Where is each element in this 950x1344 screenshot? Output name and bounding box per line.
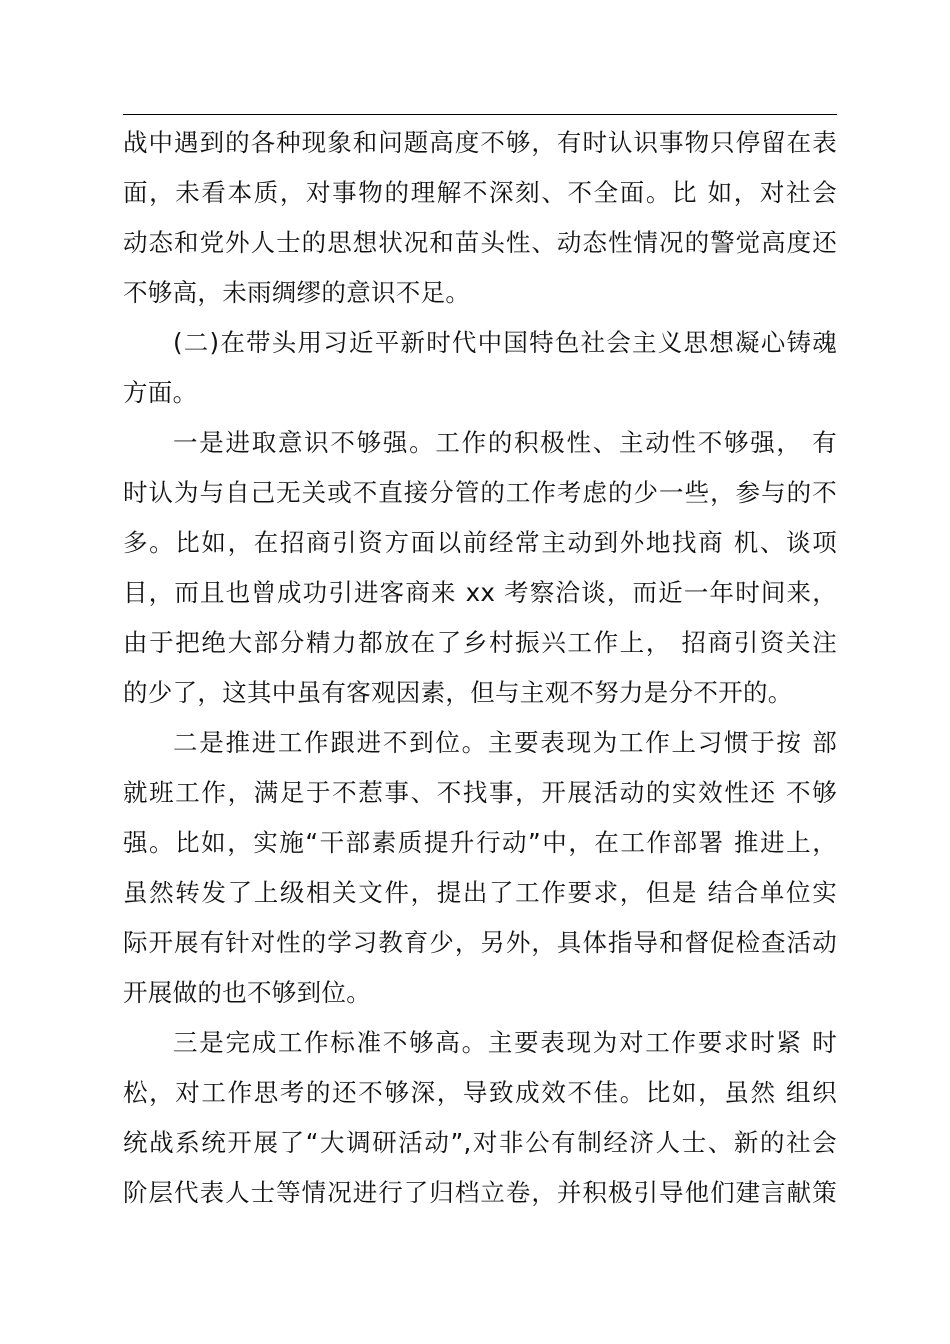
document-body <box>123 118 837 1218</box>
header-rule <box>123 114 837 115</box>
text-line: 动态和党外人士的思想状况和苗头性、动态性情况的警觉高度还 <box>123 228 837 257</box>
text-line: 就班工作，满足于不惹事、不找事，开展活动的实效性还 不够 <box>123 778 837 807</box>
text-line: 开展做的也不够到位。 <box>123 978 371 1007</box>
text-line: 目，而且也曾成功引进客商来 xx 考察洽谈，而近一年时间来， <box>123 578 837 607</box>
text-line: 统战系统开展了“大调研活动”,对非公有制经济人士、新的社会 <box>123 1128 837 1157</box>
text-line: 一是进取意识不够强。工作的积极性、主动性不够强， 有 <box>173 428 837 457</box>
text-line: 二是推进工作跟进不到位。主要表现为工作上习惯于按 部 <box>173 728 837 757</box>
text-line: 面，未看本质，对事物的理解不深刻、不全面。比 如，对社会 <box>123 178 837 207</box>
text-line: 松，对工作思考的还不够深，导致成效不佳。比如，虽然 组织 <box>123 1078 837 1107</box>
text-line: 的少了，这其中虽有客观因素，但与主观不努力是分不开的。 <box>123 678 793 707</box>
text-line: 战中遇到的各种现象和问题高度不够，有时认识事物只停留在表 <box>123 128 837 157</box>
text-line: 际开展有针对性的学习教育少，另外，具体指导和督促检查活动 <box>123 928 837 957</box>
text-line: 阶层代表人士等情况进行了归档立卷，并积极引导他们建言献策 <box>123 1178 837 1207</box>
text-line: 强。比如，实施“干部素质提升行动”中，在工作部署 推进上， <box>123 828 837 857</box>
text-line: 不够高，未雨绸缪的意识不足。 <box>123 278 471 307</box>
text-line: 多。比如，在招商引资方面以前经常主动到外地找商 机、谈项 <box>123 528 837 557</box>
text-line: 方面。 <box>123 378 198 407</box>
text-line: 三是完成工作标准不够高。主要表现为对工作要求时紧 时 <box>173 1028 837 1057</box>
text-line: 时认为与自己无关或不直接分管的工作考虑的少一些，参与的不 <box>123 478 837 507</box>
text-line: 虽然转发了上级相关文件，提出了工作要求，但是 结合单位实 <box>123 878 837 907</box>
text-line: (二)在带头用习近平新时代中国特色社会主义思想凝心铸魂 <box>173 328 837 357</box>
text-line: 由于把绝大部分精力都放在了乡村振兴工作上， 招商引资关注 <box>123 628 837 657</box>
